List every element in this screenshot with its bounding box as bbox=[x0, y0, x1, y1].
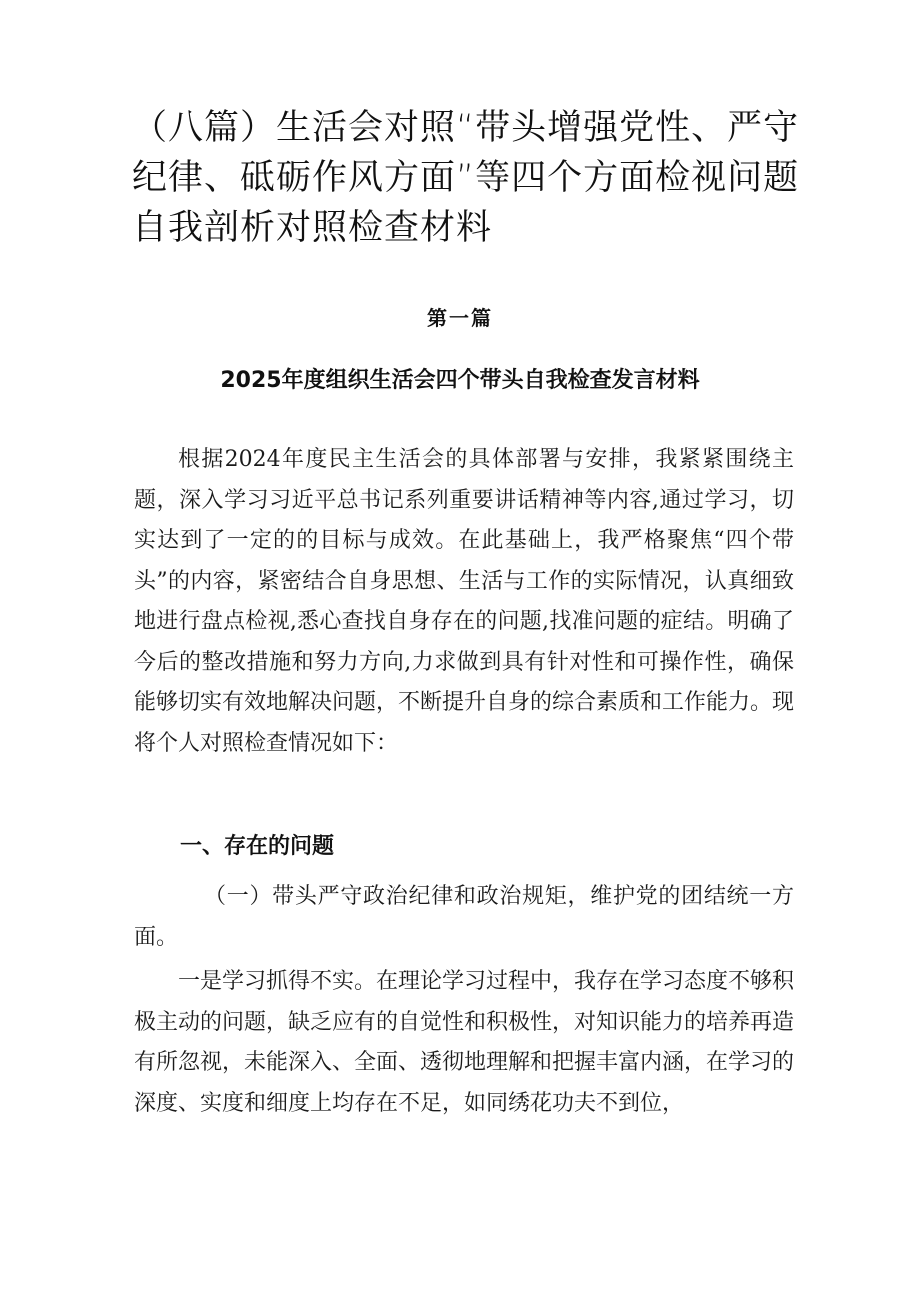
point-one-paragraph: 一是学习抓得不实。在理论学习过程中，我存在学习态度不够积极主动的问题，缺乏应有的自觉性和积极性，对知识能力的培养再造有所忽视，未能深入、全面、透彻地理解和把握丰富内涵，在学习的深度、实度和细度上均存在不足，如同绣花功夫不到位， bbox=[134, 969, 795, 1116]
document-title bbox=[132, 103, 812, 253]
title-line-3: 自我剖析对照检查材料 bbox=[132, 208, 493, 248]
subsection-paragraph: （一）带头严守政治纪律和政治规矩，维护党的团结统一方面。 bbox=[134, 884, 794, 950]
title-line-1: （八篇）生活会对照“带头增强党性、严守 bbox=[132, 108, 800, 148]
intro-paragraph: 根据2024年度民主生活会的具体部署与安排，我紧紧围绕主题，深入学习习近平总书记系列重要讲话精神等内容,通过学习，切实达到了一定的的目标与成效。在此基础上，我严格聚焦“四个带头”的内容，紧密结合自身思想、生活与工作的实际情况，认真细致地进行盘点检视,悉心查找自身存在的问题,找准问题的症结。明确了今后的整改措施和努力方向,力求做到具有针对性和可操作性，确保能够切实有效地解决问题，不断提升自身的综合素质和工作能力。现将个人对照检查情况如下： bbox=[134, 447, 795, 756]
section-subtitle: 2025年度组织生活会四个带头自我检查发言材料 bbox=[220, 368, 700, 393]
section-heading: 一、存在的问题 bbox=[180, 834, 335, 859]
part-label: 第一篇 bbox=[427, 306, 493, 330]
title-line-2: 纪律、砥砺作风方面”等四个方面检视问题 bbox=[132, 158, 800, 198]
